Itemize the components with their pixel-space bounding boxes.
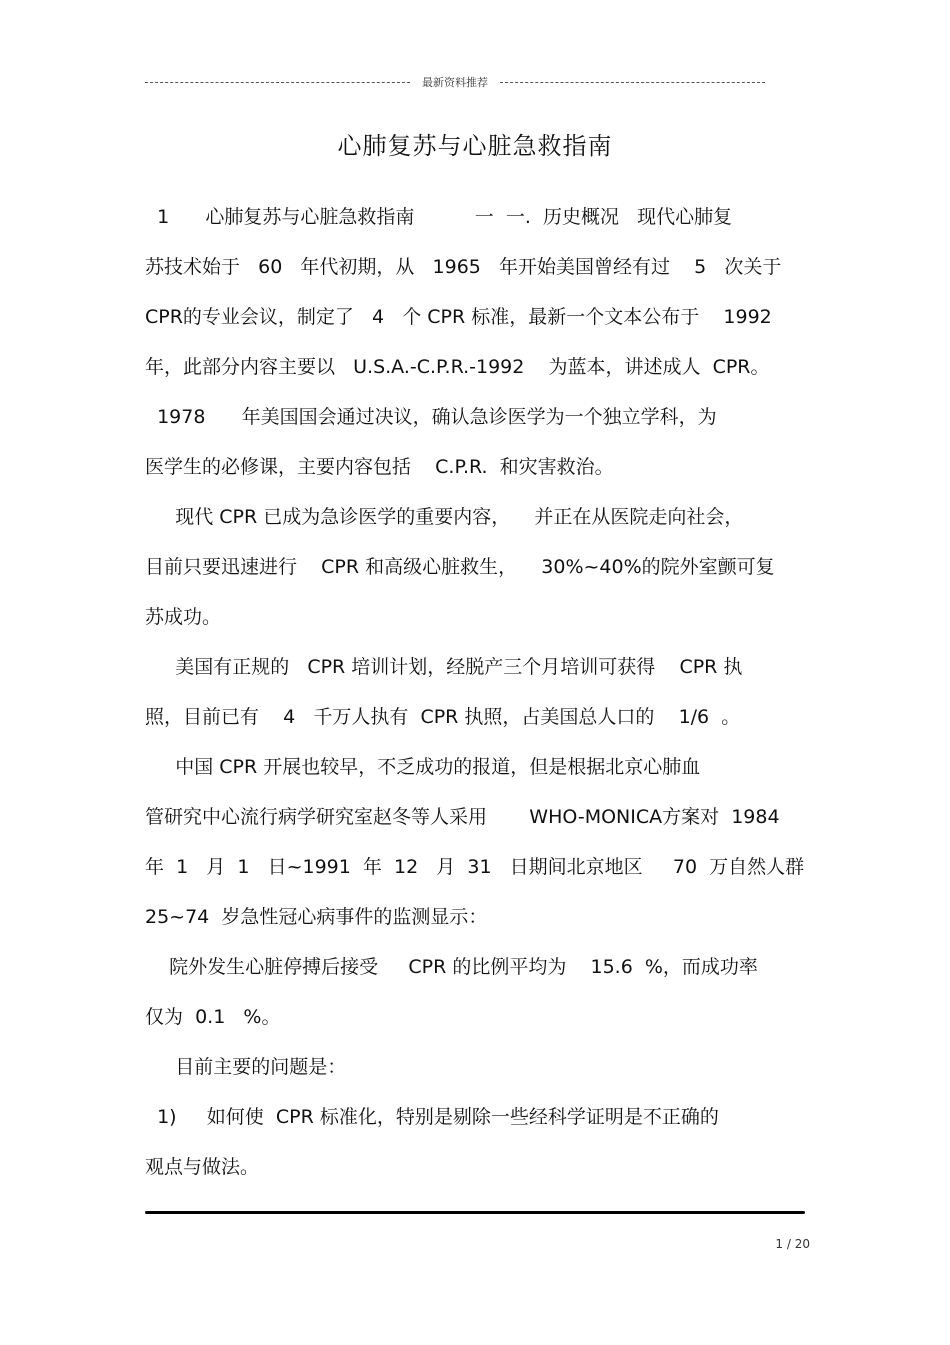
text-line: 仅为 0.1 %。 — [145, 1006, 281, 1028]
text-line: 25~74 岁急性冠心病事件的监测显示： — [145, 906, 488, 928]
header-rule-right — [500, 82, 765, 83]
text-line: 年 1 月 1 日~1991 年 12 月 31 日期间北京地区 70 万自然人群 — [145, 856, 805, 878]
text-line: 中国 CPR 开展也较早，不乏成功的报道，但是根据北京心肺血 — [145, 756, 701, 778]
page-header — [145, 72, 765, 92]
text-line: 现代 CPR 已成为急诊医学的重要内容， 并正在从医院走向社会， — [145, 506, 744, 528]
text-line: 美国有正规的 CPR 培训计划，经脱产三个月培训可获得 CPR 执 — [145, 656, 743, 678]
text-line: 观点与做法。 — [145, 1156, 260, 1178]
text-line: 1 心肺复苏与心脏急救指南 一 一. 历史概况 现代心肺复 — [145, 206, 733, 228]
text-line: 管研究中心流行病学研究室赵冬等人采用 WHO-MONICA方案对 1984 — [145, 806, 780, 828]
text-line: 年，此部分内容主要以 U.S.A.-C.P.R.-1992 为蓝本，讲述成人 CPR。 — [145, 356, 770, 378]
footer-rule — [145, 1211, 805, 1214]
text-line: 照，目前已有 4 千万人执有 CPR 执照，占美国总人口的 1/6 。 — [145, 706, 741, 728]
text-line: 苏技术始于 60 年代初期，从 1965 年开始美国曾经有过 5 次关于 — [145, 256, 782, 278]
text-line: 院外发生心脏停搏后接受 CPR 的比例平均为 15.6 %，而成功率 — [145, 956, 758, 978]
header-rule-left — [145, 82, 410, 83]
page-number: 1 / 20 — [775, 1237, 810, 1251]
header-title: 最新资料推荐 — [422, 76, 488, 89]
text-line: 医学生的必修课，主要内容包括 C.P.R. 和灾害救治。 — [145, 456, 614, 478]
document-title: 心肺复苏与心脏急救指南 — [337, 132, 613, 160]
text-line: 1) 如何使 CPR 标准化，特别是剔除一些经科学证明是不正确的 — [145, 1106, 719, 1128]
text-line: 1978 年美国国会通过决议，确认急诊医学为一个独立学科，为 — [145, 406, 717, 428]
text-line: 目前主要的问题是： — [145, 1056, 347, 1078]
text-line: 目前只要迅速进行 CPR 和高级心脏救生， 30%~40%的院外室颤可复 — [145, 556, 775, 578]
text-line: CPR的专业会议，制定了 4 个 CPR 标准，最新一个文本公布于 1992 — [145, 306, 772, 328]
text-line: 苏成功。 — [145, 606, 222, 628]
